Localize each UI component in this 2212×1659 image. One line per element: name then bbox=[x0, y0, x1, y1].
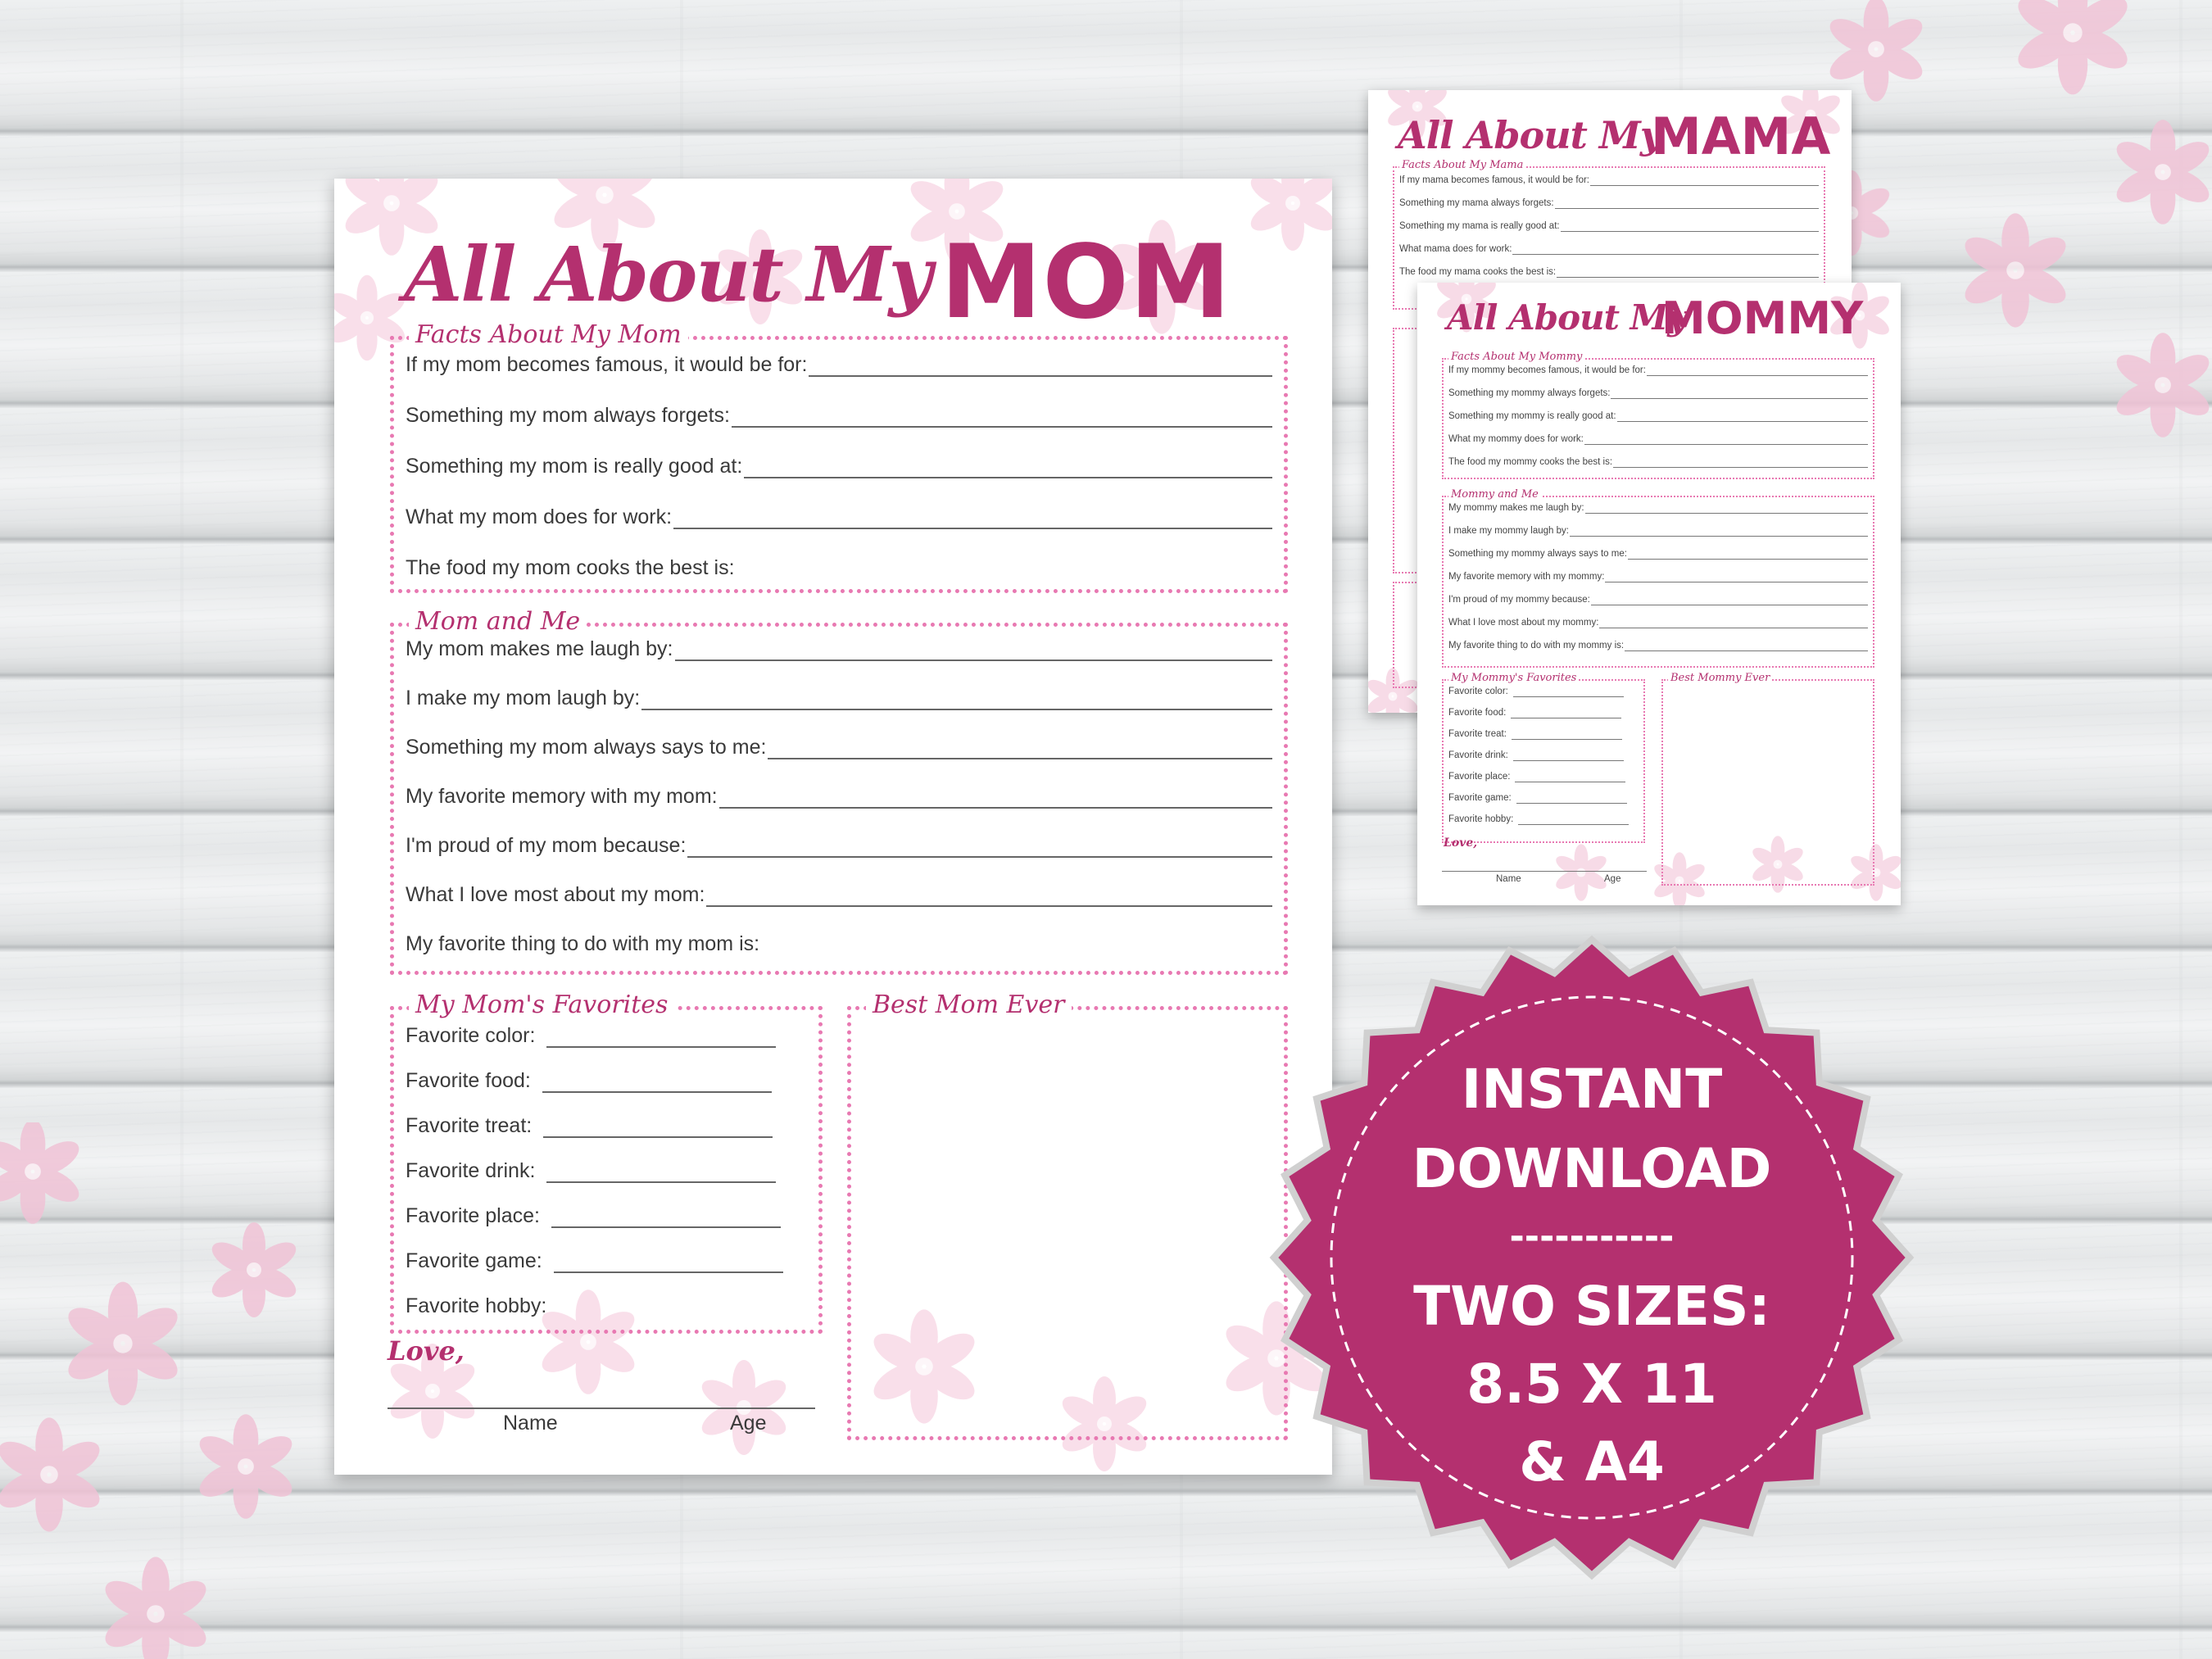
mommy-me-row: Something my mommy always says to me: bbox=[1448, 545, 1868, 560]
mommy-facts-section bbox=[1442, 351, 1874, 479]
answer-line[interactable] bbox=[673, 510, 1272, 529]
favorite-row: Favorite food: bbox=[406, 1060, 807, 1093]
mommy-fav-row: Favorite place: bbox=[1448, 768, 1639, 782]
mom-me-row: My mom makes me laugh by: bbox=[406, 628, 1272, 661]
mom-me-row: I make my mom laugh by: bbox=[406, 678, 1272, 710]
favorite-row: Favorite hobby: bbox=[406, 1294, 547, 1317]
mommy-fact-row: If my mommy becomes famous, it would be for: bbox=[1448, 361, 1868, 376]
facts-title: Facts About My Mom bbox=[409, 319, 688, 351]
answer-line[interactable] bbox=[546, 1163, 776, 1183]
mommy-sheet bbox=[1417, 283, 1901, 905]
mom-me-row: My favorite thing to do with my mom is: bbox=[406, 932, 760, 955]
mom-and-me-section bbox=[390, 607, 1288, 975]
mommy-fav-row: Favorite hobby: bbox=[1448, 810, 1639, 825]
mom-me-row: My favorite memory with my mom: bbox=[406, 776, 1272, 809]
mommy-fav-row: Favorite food: bbox=[1448, 704, 1639, 718]
mommy-me-row: What I love most about my mommy: bbox=[1448, 614, 1868, 628]
mommy-me-row: I'm proud of my mommy because: bbox=[1448, 591, 1868, 605]
mom-me-row: What I love most about my mom: bbox=[406, 874, 1272, 907]
badge-divider: ----------- bbox=[1509, 1216, 1675, 1258]
favorite-row: Favorite place: bbox=[406, 1195, 807, 1228]
favorites-title: My Mom's Favorites bbox=[409, 989, 674, 1022]
favorite-row: Favorite drink: bbox=[406, 1150, 807, 1183]
answer-line[interactable] bbox=[641, 691, 1272, 710]
answer-line[interactable] bbox=[543, 1118, 773, 1138]
answer-line[interactable] bbox=[687, 838, 1272, 858]
mommy-favorites-section bbox=[1442, 672, 1645, 843]
badge-line-two-sizes: TWO SIZES: bbox=[1413, 1275, 1770, 1338]
mommy-fav-row: Favorite treat: bbox=[1448, 725, 1639, 740]
mama-title-big: MAMA bbox=[1651, 107, 1831, 166]
mommy-title-script: All About My bbox=[1447, 297, 1687, 338]
mommy-favorites-title: My Mommy's Favorites bbox=[1448, 672, 1579, 685]
facts-section bbox=[390, 320, 1288, 593]
badge-line-download: DOWNLOAD bbox=[1412, 1137, 1772, 1200]
mommy-best-title: Best Mommy Ever bbox=[1668, 672, 1772, 685]
mommy-fact-row: The food my mommy cooks the best is: bbox=[1448, 453, 1868, 468]
mommy-and-me-section bbox=[1442, 488, 1874, 668]
mommy-fav-row: Favorite drink: bbox=[1448, 746, 1639, 761]
favorite-row: Favorite color: bbox=[406, 1015, 807, 1048]
answer-line[interactable] bbox=[706, 887, 1272, 907]
name-label: Name bbox=[503, 1412, 558, 1435]
mommy-love: Love, bbox=[1444, 836, 1478, 850]
mommy-me-row: My mommy makes me laugh by: bbox=[1448, 499, 1868, 514]
mommy-me-row: My favorite memory with my mommy: bbox=[1448, 568, 1868, 582]
mommy-age-label: Age bbox=[1604, 874, 1621, 884]
badge-line-a4: & A4 bbox=[1519, 1430, 1665, 1494]
mama-facts-title: Facts About My Mama bbox=[1399, 159, 1525, 172]
title-mom: MOM bbox=[941, 224, 1232, 342]
mommy-fact-row: Something my mommy is really good at: bbox=[1448, 407, 1868, 422]
mommy-name-label: Name bbox=[1496, 874, 1521, 884]
answer-line[interactable] bbox=[719, 789, 1272, 809]
mommy-fact-row: Something my mommy always forgets: bbox=[1448, 384, 1868, 399]
mama-fact-row: What mama does for work: bbox=[1399, 240, 1819, 255]
mommy-title-big: MOMMY bbox=[1661, 292, 1864, 344]
mommy-fav-row: Favorite game: bbox=[1448, 789, 1639, 804]
instant-download-badge bbox=[1268, 934, 1915, 1581]
mama-fact-row: Something my mama always forgets: bbox=[1399, 194, 1819, 209]
signature-line[interactable] bbox=[388, 1407, 815, 1409]
mama-title-script: All About My bbox=[1398, 113, 1661, 157]
best-mom-section[interactable] bbox=[847, 990, 1288, 1440]
answer-line[interactable] bbox=[768, 740, 1272, 759]
answer-line[interactable] bbox=[744, 459, 1272, 478]
badge-line-instant: INSTANT bbox=[1461, 1058, 1723, 1121]
fact-row: The food my mom cooks the best is: bbox=[406, 556, 735, 579]
age-label: Age bbox=[730, 1412, 767, 1435]
badge-line-letter: 8.5 X 11 bbox=[1466, 1353, 1717, 1416]
mommy-best-section bbox=[1661, 672, 1874, 886]
answer-line[interactable] bbox=[732, 408, 1272, 428]
answer-line[interactable] bbox=[551, 1208, 781, 1228]
favorite-row: Favorite game: bbox=[406, 1240, 807, 1273]
fact-row: What my mom does for work: bbox=[406, 496, 1272, 529]
answer-line[interactable] bbox=[542, 1073, 772, 1093]
mommy-facts-title: Facts About My Mommy bbox=[1448, 351, 1584, 364]
mom-worksheet bbox=[334, 179, 1332, 1475]
mama-fact-row: Something my mama is really good at: bbox=[1399, 217, 1819, 232]
fact-row: Something my mom is really good at: bbox=[406, 446, 1272, 478]
fact-row: Something my mom always forgets: bbox=[406, 395, 1272, 428]
mom-me-row: Something my mom always says to me: bbox=[406, 727, 1272, 759]
favorite-row: Favorite treat: bbox=[406, 1105, 807, 1138]
answer-line[interactable] bbox=[675, 641, 1273, 661]
best-mom-title: Best Mom Ever bbox=[866, 989, 1072, 1022]
mama-fact-row: The food my mama cooks the best is: bbox=[1399, 263, 1819, 278]
answer-line[interactable] bbox=[809, 357, 1272, 377]
mommy-signature-line bbox=[1442, 871, 1647, 872]
mommy-and-me-title: Mommy and Me bbox=[1448, 488, 1541, 501]
background-flowers-bottom-left bbox=[0, 1122, 344, 1659]
title-script: All About My bbox=[404, 230, 931, 319]
mommy-fav-row: Favorite color: bbox=[1448, 682, 1639, 697]
favorites-section bbox=[390, 990, 823, 1334]
answer-line[interactable] bbox=[546, 1028, 776, 1048]
mom-me-row: I'm proud of my mom because: bbox=[406, 825, 1272, 858]
fact-row: If my mom becomes famous, it would be for: bbox=[406, 344, 1272, 377]
love-label: Love, bbox=[388, 1335, 465, 1367]
mommy-me-row: My favorite thing to do with my mommy is: bbox=[1448, 637, 1868, 651]
mommy-me-row: I make my mommy laugh by: bbox=[1448, 522, 1868, 537]
mommy-fact-row: What my mommy does for work: bbox=[1448, 430, 1868, 445]
mama-fact-row: If my mama becomes famous, it would be for: bbox=[1399, 171, 1819, 186]
mom-and-me-title: Mom and Me bbox=[409, 605, 587, 638]
answer-line[interactable] bbox=[554, 1253, 783, 1273]
